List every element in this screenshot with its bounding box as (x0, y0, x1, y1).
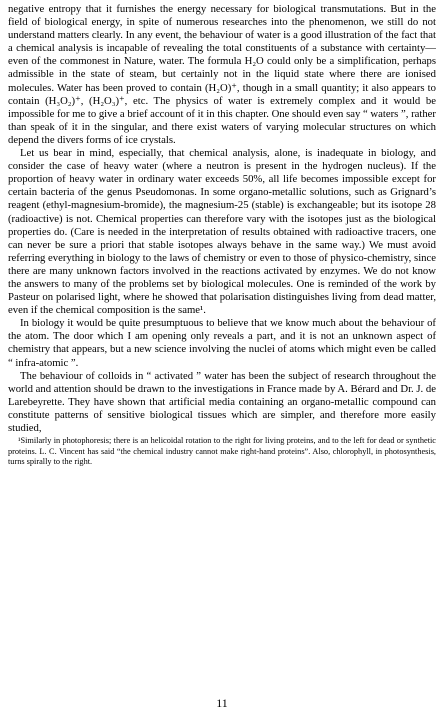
paragraph-4: The behaviour of colloids in “ activated ” water has been the subject of research throughout the world and attention should be drawn to the investigations in France made by A. Bérard and Dr. J. de Larebeyrette. They have shown that artificial media containing an organo-metallic compound can constitute patterns of sensitive biological tissues which are simpler, and therefore more easily studied, (8, 369, 436, 434)
body-text (8, 3, 436, 435)
footnotes (8, 436, 436, 467)
paragraph-1: negative entropy that it furnishes the energy necessary for biological transmutations. But in the field of biological energy, in spite of numerous researches into the phenomenon, we still do not understand matters clearly. In any event, the behaviour of water is a good illustration of the fact that a chemical analysis is incapable of revealing the total constituents of a substance with certainty—even of the commonest in Nature, water. The formula H₂O could only be a simplification, perhaps admissible in the state of steam, but certainly not in the liquid state where there are ionised molecules. Water has been proved to contain (H₂O)⁺, though in a small quantity; it also appears to contain (H₃O₂)⁺, (H₂O₃)⁺, etc. The physics of water is extremely complex and it would be impossible for me to give a brief account of it in this chapter. One should even say “ waters ”, rather than speak of it in the singular, and there exist waters of varying molecular structures on which depend the divers forms of ice crystals. (8, 3, 436, 146)
footnote-1: ¹Similarly in photophoresis; there is an helicoidal rotation to the right for living proteins, and to the left for dead or synthetic proteins. L. C. Vincent has said “the chemical industry cannot make right-hand proteins”. Also, chlorophyll, in photosynthesis, turns spirally to the right. (8, 436, 436, 466)
paragraph-3: In biology it would be quite presumptuous to believe that we know much about the behaviour of the atom. The door which I am opening only reveals a part, and it is not an unknown aspect of chemistry that appears, but a new science involving the nuclei of atoms which might even be called “ infra-atomic ”. (8, 317, 436, 369)
page-number: 11 (216, 696, 228, 710)
paragraph-2: Let us bear in mind, especially, that chemical analysis, alone, is inadequate in biology, and consider the case of heavy water (where a neutron is present in the hydrogen nucleus). If the proportion of heavy water in ordinary water exceeds 50%, all life becomes impossible except for certain bacteria of the genus Pseudomonas. In some organo-metallic solutions, such as Grignard’s reagent (ethyl-magnesium-bromide), the magnesium-25 (stable) is exchangeable; but its isotope 28 (radioactive) is not. Chemical properties can therefore vary with the isotopes just as the biological properties do. (Care is needed in the interpretation of results obtained with radioactive tracers, one can never be sure a priori that stable isotopes always behave in the same way.) We must avoid referring everything in biology to the laws of chemistry or even to those of physico-chemistry, since there are many unknown factors involved in the reactions activated by enzymes. We do not know the answers to many of the problems set by biological molecules. One is reminded of the work by Pasteur on polarised light, where he showed that polarisation distinguishes living from dead matter, even if the chemical composition is the same¹. (8, 147, 436, 317)
